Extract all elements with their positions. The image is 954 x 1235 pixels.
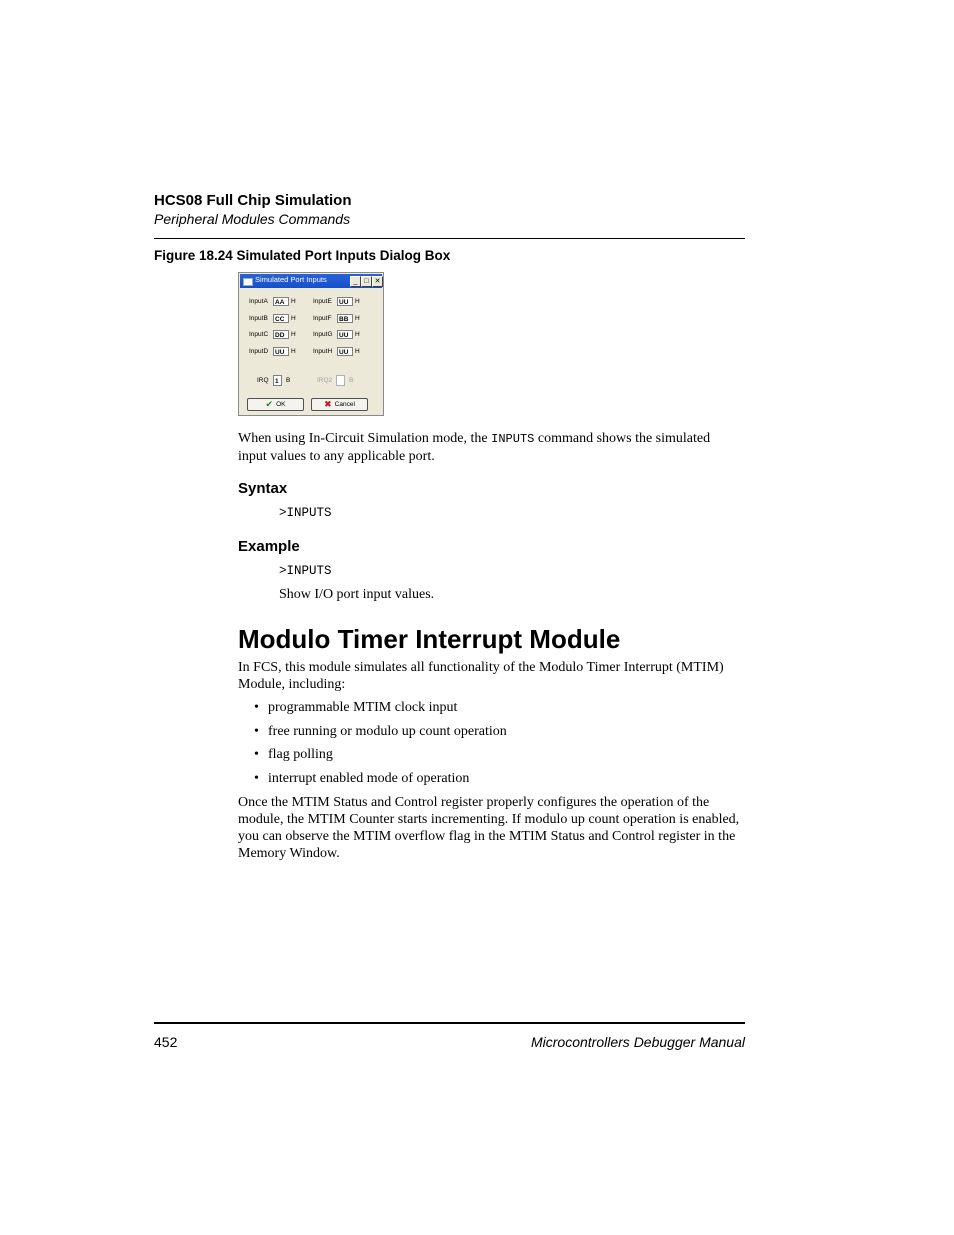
input-a-unit: H [291, 298, 296, 305]
list-item-text: programmable MTIM clock input [268, 700, 458, 715]
intro-line2: input values to any applicable port. [238, 449, 435, 464]
input-h-label: InputH [313, 348, 333, 355]
syntax-code: >INPUTS [279, 506, 332, 520]
ok-label: OK [276, 401, 286, 408]
input-d-label: InputD [249, 348, 269, 355]
dialog-titlebar [240, 274, 382, 288]
section-heading: Modulo Timer Interrupt Module [238, 624, 621, 654]
input-c-unit: H [291, 331, 296, 338]
ok-button[interactable] [247, 398, 304, 411]
feature-list [238, 699, 507, 793]
input-h-field[interactable]: UU [337, 347, 353, 356]
input-e-field[interactable]: UU [337, 297, 353, 306]
input-b-field[interactable]: CC [273, 314, 289, 323]
input-b-unit: H [291, 315, 296, 322]
simulated-port-inputs-dialog [238, 272, 384, 416]
footer-rule [154, 1022, 745, 1024]
input-f-field[interactable]: BB [337, 314, 353, 323]
syntax-heading: Syntax [238, 480, 288, 497]
irq-field[interactable]: 1 [273, 375, 282, 386]
input-d-unit: H [291, 348, 296, 355]
input-f-label: InputF [313, 315, 332, 322]
paragraph-line: Once the MTIM Status and Control register properly configures the operation of the [238, 795, 710, 810]
checkmark-icon: ✔ [265, 399, 274, 409]
list-item [238, 699, 507, 723]
irq2-unit: B [349, 377, 354, 384]
maximize-button[interactable]: □ [361, 276, 372, 287]
header-rule [154, 238, 745, 239]
dialog-title: Simulated Port Inputs [255, 275, 327, 284]
list-item [238, 770, 507, 794]
intro-text-after: command shows the simulated [534, 431, 711, 446]
running-header-subtitle: Peripheral Modules Commands [154, 211, 351, 227]
paragraph-line: module, the MTIM Counter starts incrementing. If modulo up count operation is enabled, [238, 812, 740, 827]
list-item [238, 723, 507, 747]
minimize-button[interactable]: _ [350, 276, 361, 287]
example-description: Show I/O port input values. [279, 587, 435, 602]
input-c-field[interactable]: DD [273, 330, 289, 339]
intro-paragraph [238, 430, 758, 465]
bullet-icon: • [254, 747, 259, 762]
bullet-icon: • [254, 700, 259, 715]
manual-title: Microcontrollers Debugger Manual [531, 1034, 745, 1050]
input-e-unit: H [355, 298, 360, 305]
cancel-label: Cancel [334, 401, 355, 408]
list-item-text: free running or modulo up count operation [268, 723, 507, 739]
example-code: >INPUTS [279, 564, 332, 578]
section-paragraph [238, 794, 758, 862]
input-f-unit: H [355, 315, 360, 322]
section-intro-line1: In FCS, this module simulates all functionality of the Modulo Timer Interrupt (MTIM) [238, 660, 724, 675]
page-number: 452 [154, 1034, 178, 1050]
bullet-icon: • [254, 770, 259, 786]
cancel-button[interactable] [311, 398, 368, 411]
input-e-label: InputE [313, 298, 332, 305]
close-button[interactable]: ✕ [372, 276, 383, 287]
irq2-label: IRQ2 [317, 377, 333, 384]
figure-caption: Figure 18.24 Simulated Port Inputs Dialog Box [154, 248, 451, 263]
x-icon: ✖ [324, 399, 332, 409]
intro-text-before: When using In-Circuit Simulation mode, the [238, 431, 492, 446]
intro-code: INPUTS [491, 432, 535, 446]
section-intro [238, 659, 758, 693]
window-icon [243, 278, 253, 286]
list-item-text: flag polling [268, 747, 333, 762]
input-c-label: InputC [249, 331, 269, 338]
running-header-title: HCS08 Full Chip Simulation [154, 192, 352, 209]
input-h-unit: H [355, 348, 360, 355]
section-intro-line2: Module, including: [238, 677, 346, 692]
irq-unit: B [286, 377, 291, 384]
input-d-field[interactable]: UU [273, 347, 289, 356]
bullet-icon: • [254, 723, 259, 739]
paragraph-line: you can observe the MTIM overflow flag in the MTIM Status and Control register in the [238, 829, 736, 844]
list-item [238, 746, 507, 770]
irq-label: IRQ [257, 377, 269, 384]
irq2-field [336, 375, 345, 386]
paragraph-line: Memory Window. [238, 846, 340, 861]
input-g-label: InputG [313, 331, 333, 338]
list-item-text: interrupt enabled mode of operation [268, 770, 470, 786]
input-g-unit: H [355, 331, 360, 338]
input-g-field[interactable]: UU [337, 330, 353, 339]
example-heading: Example [238, 538, 300, 555]
input-a-field[interactable]: AA [273, 297, 289, 306]
input-a-label: InputA [249, 298, 268, 305]
input-b-label: InputB [249, 315, 268, 322]
